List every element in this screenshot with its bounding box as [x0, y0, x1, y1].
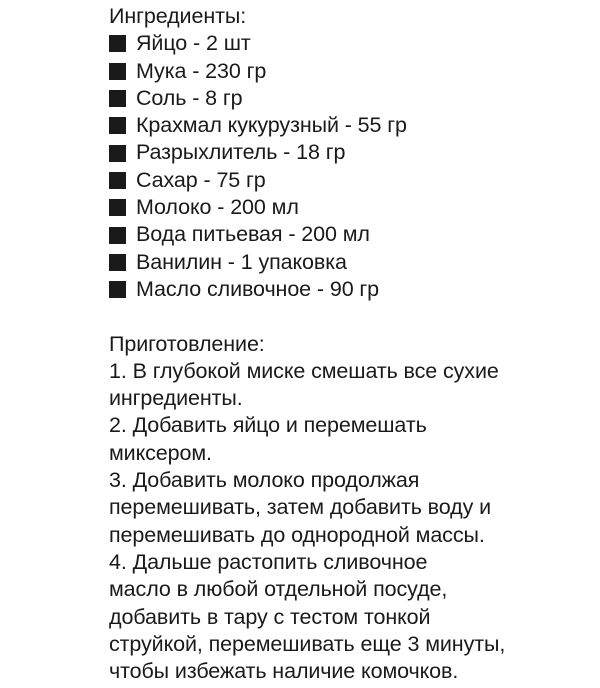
ingredients-heading: Ингредиенты: — [109, 4, 247, 28]
square-bullet-icon — [109, 227, 126, 244]
ingredients-list — [109, 30, 589, 303]
square-bullet-icon — [109, 63, 126, 80]
step-line: добавить в тару с тестом тонкой — [109, 604, 431, 629]
recipe-text — [109, 3, 589, 685]
ingredient-item — [109, 221, 589, 248]
square-bullet-icon — [109, 145, 126, 162]
ingredient-item — [109, 139, 589, 166]
preparation-steps — [109, 358, 589, 686]
ingredient-item — [109, 85, 589, 112]
ingredient-text: Молоко - 200 мл — [136, 195, 299, 220]
ingredient-item — [109, 112, 589, 139]
ingredient-text: Разрыхлитель - 18 гр — [136, 140, 346, 165]
ingredient-item — [109, 58, 589, 85]
step-line: перемешивать до однородной массы. — [109, 522, 485, 547]
ingredient-item — [109, 194, 589, 221]
square-bullet-icon — [109, 90, 126, 107]
step-line: 4. Дальше растопить сливочное — [109, 549, 428, 574]
ingredient-item — [109, 276, 589, 303]
ingredient-item — [109, 249, 589, 276]
ingredient-text: Крахмал кукурузный - 55 гр — [136, 113, 407, 138]
square-bullet-icon — [109, 117, 126, 134]
ingredient-item — [109, 30, 589, 57]
step-line: чтобы избежать наличие комочков. — [109, 659, 459, 684]
square-bullet-icon — [109, 281, 126, 298]
ingredient-text: Соль - 8 гр — [136, 85, 243, 110]
preparation-heading: Приготовление: — [109, 331, 265, 356]
ingredient-text: Ванилин - 1 упаковка — [136, 249, 347, 274]
square-bullet-icon — [109, 199, 126, 216]
step-line: перемешивать, затем добавить воду и — [109, 495, 492, 520]
step-line: масло в любой отдельной посуде, — [109, 577, 448, 602]
step-line: 3. Добавить молоко продолжая — [109, 468, 420, 493]
square-bullet-icon — [109, 254, 126, 271]
section-spacer — [109, 303, 589, 330]
step-line: миксером. — [109, 440, 212, 465]
ingredient-text: Вода питьевая - 200 мл — [136, 222, 370, 247]
step-line: струйкой, перемешивать еще 3 минуты, — [109, 631, 506, 656]
square-bullet-icon — [109, 35, 126, 52]
step-line: 1. В глубокой миске смешать все сухие — [109, 358, 499, 383]
step-line: ингредиенты. — [109, 386, 243, 411]
ingredient-text: Яйцо - 2 шт — [136, 31, 251, 56]
ingredient-text: Сахар - 75 гр — [136, 167, 266, 192]
step-line: 2. Добавить яйцо и перемешать — [109, 413, 427, 438]
ingredient-item — [109, 167, 589, 194]
square-bullet-icon — [109, 172, 126, 189]
ingredient-text: Мука - 230 гр — [136, 58, 267, 83]
ingredient-text: Масло сливочное - 90 гр — [136, 276, 380, 301]
